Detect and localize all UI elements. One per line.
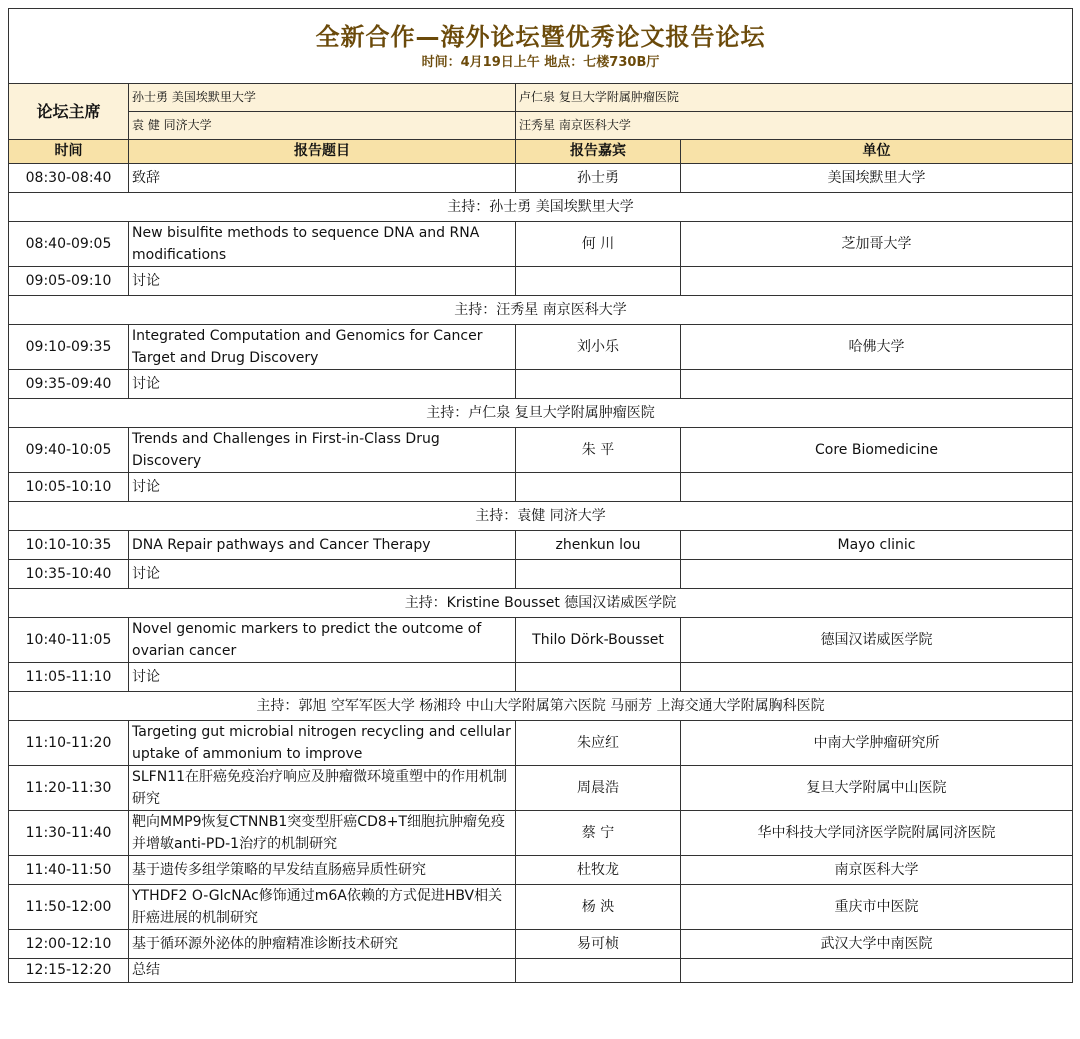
- speaker-cell: 杜牧龙: [516, 856, 681, 885]
- time-cell: 12:15-12:20: [9, 959, 129, 983]
- page-title: 全新合作—海外论坛暨优秀论文报告论坛: [315, 23, 766, 51]
- host-label: 主持：汪秀星 南京医科大学: [9, 296, 1073, 325]
- speaker-cell: 朱 平: [516, 428, 681, 473]
- time-cell: 09:35-09:40: [9, 370, 129, 399]
- time-cell: 10:40-11:05: [9, 618, 129, 663]
- time-cell: 08:30-08:40: [9, 164, 129, 193]
- speaker-cell: Thilo Dörk-Bousset: [516, 618, 681, 663]
- title-cell: YTHDF2 O-GlcNAc修饰通过m6A依赖的方式促进HBV相关肝癌进展的机制研究: [129, 885, 516, 930]
- speaker-cell: [516, 473, 681, 502]
- table-row: [9, 811, 1073, 856]
- unit-cell: [681, 370, 1073, 399]
- table-row: [9, 618, 1073, 663]
- page-subtitle: 时间：4月19日上午 地点：七楼730B厅: [421, 55, 660, 70]
- chair-entry: 孙士勇 美国埃默里大学: [129, 84, 516, 112]
- table-row: [9, 428, 1073, 473]
- host-row: [9, 589, 1073, 618]
- title-cell: 讨论: [129, 560, 516, 589]
- speaker-cell: 刘小乐: [516, 325, 681, 370]
- speaker-cell: 周晨浩: [516, 766, 681, 811]
- table-row: [9, 721, 1073, 766]
- time-cell: 10:10-10:35: [9, 531, 129, 560]
- host-row: [9, 692, 1073, 721]
- speaker-cell: [516, 663, 681, 692]
- column-header-title: 报告题目: [129, 140, 516, 164]
- table-row: [9, 531, 1073, 560]
- title-cell: 讨论: [129, 370, 516, 399]
- chair-entry: 卢仁泉 复旦大学附属肿瘤医院: [516, 84, 1073, 112]
- time-cell: 11:30-11:40: [9, 811, 129, 856]
- time-cell: 10:35-10:40: [9, 560, 129, 589]
- time-cell: 11:40-11:50: [9, 856, 129, 885]
- title-cell: 讨论: [129, 267, 516, 296]
- speaker-cell: [516, 959, 681, 983]
- table-row: [9, 663, 1073, 692]
- table-row: [9, 959, 1073, 983]
- host-row: [9, 399, 1073, 428]
- unit-cell: 芝加哥大学: [681, 222, 1073, 267]
- title-cell: [9, 9, 1073, 84]
- chairs-label: 论坛主席: [9, 84, 129, 140]
- program-table: [8, 8, 1073, 983]
- table-row: [9, 930, 1073, 959]
- time-cell: 09:40-10:05: [9, 428, 129, 473]
- unit-cell: 武汉大学中南医院: [681, 930, 1073, 959]
- table-row: [9, 473, 1073, 502]
- title-cell: 讨论: [129, 473, 516, 502]
- speaker-cell: 朱应红: [516, 721, 681, 766]
- unit-cell: [681, 959, 1073, 983]
- column-header-speaker: 报告嘉宾: [516, 140, 681, 164]
- host-label: 主持：孙士勇 美国埃默里大学: [9, 193, 1073, 222]
- unit-cell: [681, 663, 1073, 692]
- table-row: [9, 856, 1073, 885]
- table-row: [9, 164, 1073, 193]
- speaker-cell: 孙士勇: [516, 164, 681, 193]
- speaker-cell: zhenkun lou: [516, 531, 681, 560]
- host-row: [9, 296, 1073, 325]
- title-cell: 基于遗传多组学策略的早发结直肠癌异质性研究: [129, 856, 516, 885]
- table-row: [9, 560, 1073, 589]
- title-cell: 致辞: [129, 164, 516, 193]
- chair-row: [9, 84, 1073, 112]
- unit-cell: 华中科技大学同济医学院附属同济医院: [681, 811, 1073, 856]
- host-row: [9, 193, 1073, 222]
- title-cell: 讨论: [129, 663, 516, 692]
- title-cell: Trends and Challenges in First-in-Class Drug Discovery: [129, 428, 516, 473]
- speaker-cell: [516, 267, 681, 296]
- host-label: 主持：Kristine Bousset 德国汉诺威医学院: [9, 589, 1073, 618]
- chair-row: [9, 112, 1073, 140]
- unit-cell: 南京医科大学: [681, 856, 1073, 885]
- table-row: [9, 370, 1073, 399]
- time-cell: 11:50-12:00: [9, 885, 129, 930]
- title-row: [9, 9, 1073, 84]
- unit-cell: [681, 560, 1073, 589]
- chair-entry: 汪秀星 南京医科大学: [516, 112, 1073, 140]
- speaker-cell: 蔡 宁: [516, 811, 681, 856]
- program-sheet: [8, 8, 1072, 983]
- host-row: [9, 502, 1073, 531]
- column-header-unit: 单位: [681, 140, 1073, 164]
- unit-cell: 中南大学肿瘤研究所: [681, 721, 1073, 766]
- column-header-time: 时间: [9, 140, 129, 164]
- table-row: [9, 267, 1073, 296]
- speaker-cell: 易可桢: [516, 930, 681, 959]
- table-row: [9, 325, 1073, 370]
- unit-cell: [681, 473, 1073, 502]
- title-cell: Integrated Computation and Genomics for Cancer Target and Drug Discovery: [129, 325, 516, 370]
- time-cell: 11:05-11:10: [9, 663, 129, 692]
- table-row: [9, 222, 1073, 267]
- title-cell: Novel genomic markers to predict the outcome of ovarian cancer: [129, 618, 516, 663]
- title-cell: DNA Repair pathways and Cancer Therapy: [129, 531, 516, 560]
- time-cell: 10:05-10:10: [9, 473, 129, 502]
- speaker-cell: [516, 560, 681, 589]
- speaker-cell: 杨 泱: [516, 885, 681, 930]
- host-label: 主持：卢仁泉 复旦大学附属肿瘤医院: [9, 399, 1073, 428]
- unit-cell: [681, 267, 1073, 296]
- title-cell: New bisulfite methods to sequence DNA and RNA modifications: [129, 222, 516, 267]
- unit-cell: 哈佛大学: [681, 325, 1073, 370]
- title-cell: Targeting gut microbial nitrogen recycling and cellular uptake of ammonium to improve: [129, 721, 516, 766]
- time-cell: 08:40-09:05: [9, 222, 129, 267]
- table-row: [9, 885, 1073, 930]
- unit-cell: 重庆市中医院: [681, 885, 1073, 930]
- speaker-cell: [516, 370, 681, 399]
- host-label: 主持：袁健 同济大学: [9, 502, 1073, 531]
- unit-cell: 美国埃默里大学: [681, 164, 1073, 193]
- time-cell: 11:10-11:20: [9, 721, 129, 766]
- table-row: [9, 766, 1073, 811]
- time-cell: 09:10-09:35: [9, 325, 129, 370]
- chair-entry: 袁 健 同济大学: [129, 112, 516, 140]
- unit-cell: Mayo clinic: [681, 531, 1073, 560]
- host-label: 主持：郭旭 空军军医大学 杨湘玲 中山大学附属第六医院 马丽芳 上海交通大学附属胸科医院: [9, 692, 1073, 721]
- unit-cell: 德国汉诺威医学院: [681, 618, 1073, 663]
- time-cell: 09:05-09:10: [9, 267, 129, 296]
- unit-cell: 复旦大学附属中山医院: [681, 766, 1073, 811]
- column-header-row: [9, 140, 1073, 164]
- speaker-cell: 何 川: [516, 222, 681, 267]
- title-cell: 基于循环源外泌体的肿瘤精准诊断技术研究: [129, 930, 516, 959]
- time-cell: 12:00-12:10: [9, 930, 129, 959]
- title-cell: 靶向MMP9恢复CTNNB1突变型肝癌CD8+T细胞抗肿瘤免疫并增敏anti-PD-1治疗的机制研究: [129, 811, 516, 856]
- unit-cell: Core Biomedicine: [681, 428, 1073, 473]
- title-cell: 总结: [129, 959, 516, 983]
- title-cell: SLFN11在肝癌免疫治疗响应及肿瘤微环境重塑中的作用机制研究: [129, 766, 516, 811]
- time-cell: 11:20-11:30: [9, 766, 129, 811]
